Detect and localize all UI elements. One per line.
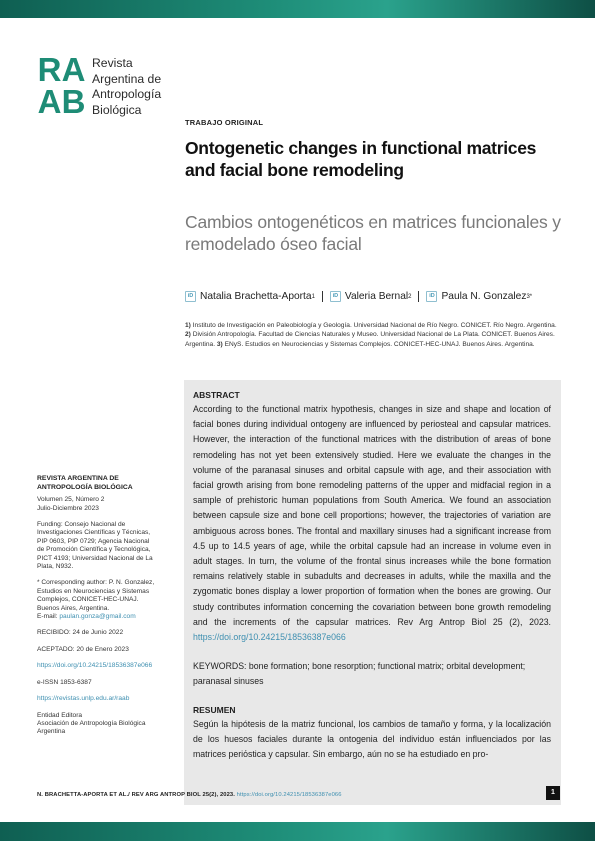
resumen-heading: RESUMEN (193, 704, 236, 715)
article-title-english: Ontogenetic changes in functional matrices and facial bone remodeling (185, 138, 537, 180)
entity-name: Asociación de Antropología Biológica Argentina (37, 719, 146, 736)
abstract-box (184, 380, 561, 805)
journal-name-line: Argentina de (92, 71, 162, 86)
corresponding-author: * Corresponding author: P. N. Gonzalez, Estudios en Neurociencias y Sistemas Complejos, CONICET-HEC-UNAJ. Buenos Aires, Argentina. (37, 579, 155, 612)
footer-doi-link[interactable]: https://doi.org/10.24215/18536387e066 (236, 792, 342, 798)
orcid-icon[interactable]: iD (185, 291, 196, 302)
abstract-body: According to the functional matrix hypothesis, changes in size and shape and location of facial bones during individual ontogeny are influenced by periosteal and capsular matrices. However, the interaction of the functional matrices with the distribution of areas of bone remodeling has not yet been extensively studied. Here we evaluate the changes in the volume of the paranasal sinuses and orbital capsule with age, and their association with facial growth arising from bone remodeling patterns of the upper and midfacial region in a sample of prehistoric human populations from South America. We found an association between capsule size and bone cell proportions; however, the trajectories of variation are ambiguous across bones. The frontal and maxillary sinuses had a significant increase from 4.5 up to 14.5 years of age, while the orbital capsule had an increase in volume even in adult stages. In turn, the volume of the frontal sinus increases while the bone formation remains relatively stable in subadults and decreases in adults, while the maxilla and the zygomatic bones display a lower proportion of formation when the bones are growing. Our study contributes information concerning the covariation between bone growth remodeling and the increments of the capsular matrices. Rev Arg Antrop Biol 25 (2), 2023. (193, 404, 551, 627)
journal-name-line: Biológica (92, 102, 142, 117)
author-name: Valeria Bernal (344, 291, 409, 302)
journal-name-line: Antropología (92, 87, 162, 101)
email-label: E-mail: (37, 613, 60, 621)
bottom-color-band (0, 822, 595, 841)
abstract-text (193, 402, 551, 645)
page-footer (37, 792, 342, 798)
sidebar-entity (37, 712, 177, 737)
journal-logo (37, 51, 85, 120)
author-affiliation-number: 3* (526, 293, 533, 300)
sidebar-funding: Funding: Consejo Nacional de Investigaciones Científicas y Técnicas, PIP 0603, PIP 0729; Agencia Nacional de Promoción Científica y Tecnológica, PICT 4193; Universidad Nacional de La Plata, N932. (37, 521, 153, 571)
page-number: 1 (546, 786, 560, 800)
logo-letter: A (37, 83, 61, 120)
journal-name (92, 56, 161, 118)
logo-letter: B (61, 83, 85, 120)
author-separator (418, 291, 419, 302)
sidebar-volume: Volumen 25, Número 2 (37, 496, 105, 504)
section-label: TRABAJO ORIGINAL (185, 118, 264, 127)
top-color-band (0, 0, 595, 18)
affiliation-number: 2) (185, 331, 191, 339)
author-name: Paula N. Gonzalez (441, 291, 527, 302)
abstract-heading: ABSTRACT (193, 390, 240, 400)
orcid-icon[interactable]: iD (330, 291, 341, 302)
keywords: KEYWORDS: bone formation; bone resorption; functional matrix; orbital development; paranasal sinuses (193, 661, 526, 687)
footer-citation: N. BRACHETTA-APORTA ET AL./ REV ARG ANTROP BIOL 25(2), 2023. (37, 792, 237, 798)
author-name: Natalia Brachetta-Aporta (200, 291, 312, 302)
affiliation-number: 3) (216, 340, 223, 348)
sidebar-eissn: e-ISSN 1853-6387 (37, 678, 92, 686)
sidebar-journal-url[interactable]: https://revistas.unlp.edu.ar/raab (37, 695, 130, 703)
journal-name-line: Revista (92, 56, 133, 70)
orcid-icon[interactable]: iD (426, 291, 437, 302)
abstract-content (193, 388, 551, 762)
author-list (185, 291, 532, 302)
sidebar-journal-title: ANTROPOLOGÍA BIOLÓGICA (37, 483, 133, 491)
sidebar-doi-link[interactable]: https://doi.org/10.24215/18536387e066 (37, 662, 153, 670)
author-affiliation-number: 2 (408, 293, 412, 300)
resumen-text: Según la hipótesis de la matriz funcional, los cambios de tamaño y forma, y la localización de los huesos faciales durante la ontogenia del individuo están influenciados por las matrices periόstica y capsular. Sin embargo, aún no se ha estudiado en pro- (193, 718, 551, 760)
affiliation-number: 1) (185, 322, 191, 329)
author-separator (322, 291, 323, 302)
article-title-spanish: Cambios ontogenéticos en matrices funcionales y remodelado óseo facial (185, 212, 561, 254)
affiliation-text: División Antropología. Facultad de Ciencias Naturales y Museo. Universidad Nacional de La Plata. CONICET. Buenos Aires. Argentina. (185, 331, 555, 348)
sidebar-journal-block (37, 475, 177, 513)
sidebar-accepted: ACEPTADO: 20 de Enero 2023 (37, 645, 129, 653)
affiliations (185, 321, 561, 349)
affiliation-text: Instituto de Investigación en Paleobiología y Geología. Universidad Nacional de Río Negro. CONICET. Río Negro. Argentina. (190, 322, 557, 329)
author-affiliation-number: 1 (311, 293, 315, 300)
logo-letter: A (61, 51, 85, 88)
sidebar-period: Julio-Diciembre 2023 (37, 504, 99, 512)
abstract-doi-link[interactable]: https://doi.org/10.24215/18536387e066 (193, 632, 346, 643)
article-info-sidebar (37, 475, 177, 737)
sidebar-journal-title: REVISTA ARGENTINA DE (37, 475, 119, 482)
entity-label: Entidad Editora (37, 711, 83, 719)
logo-letter: R (37, 51, 61, 88)
email-link[interactable]: paulan.gonza@gmail.com (59, 613, 136, 621)
sidebar-corresponding (37, 579, 157, 621)
sidebar-received: RECIBIDO: 24 de Junio 2022 (37, 629, 124, 637)
affiliation-text: ENyS. Estudios en Neurociencias y Sistemas Complejos. CONICET-HEC-UNAJ. Buenos Aires. Argentina. (222, 340, 535, 348)
